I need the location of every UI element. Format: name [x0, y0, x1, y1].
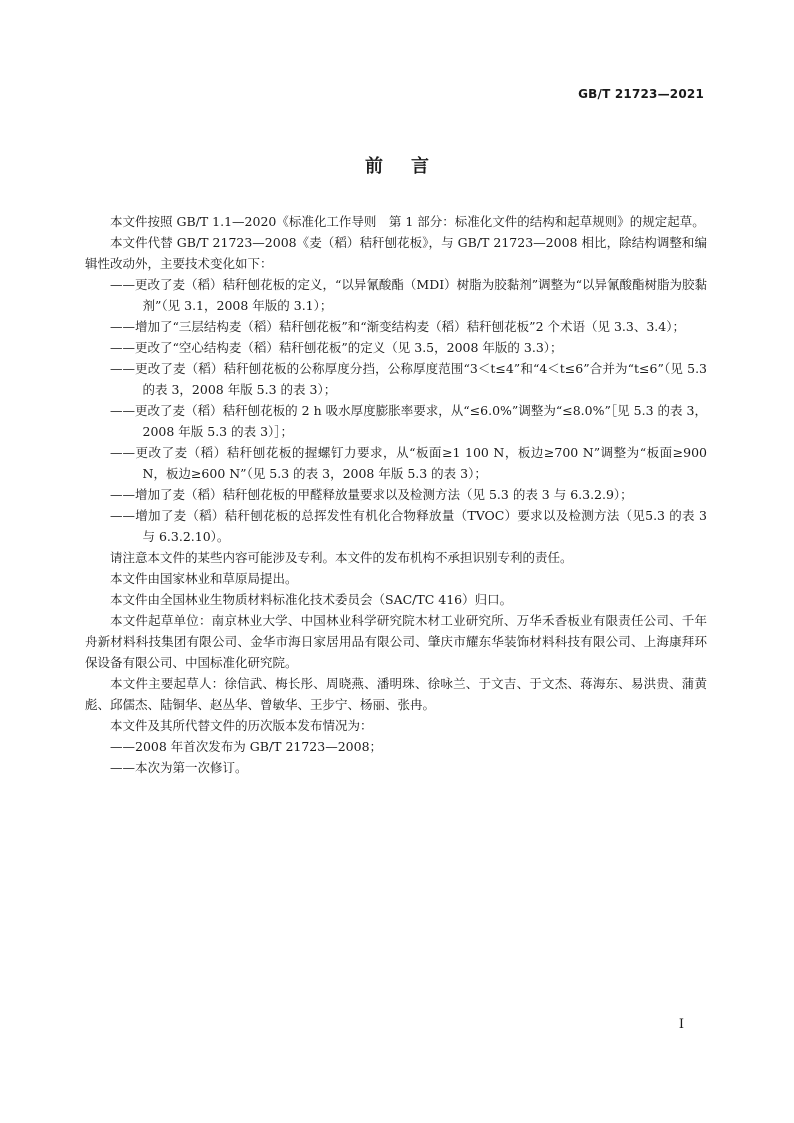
change-item: ——更改了麦（稻）秸秆刨花板的定义，“以异氰酸酯（MDI）树脂为胶黏剂”调整为“以异氰酸酯树脂为胶黏剂”（见 3.1，2008 年版的 3.1）； — [110, 277, 707, 313]
change-item: ——更改了麦（稻）秸秆刨花板的公称厚度分挡，公称厚度范围“3＜t≤4”和“4＜t≤6”合并为“t≤6”（见 5.3 的表 3，2008 年版 5.3 的表 3）； — [110, 361, 707, 397]
change-item: ——更改了麦（稻）秸秆刨花板的握螺钉力要求，从“板面≥1 100 N，板边≥700 N”调整为“板面≥900 N，板边≥600 N”（见 5.3 的表 3，2008 年版 5.3 的表 3）； — [110, 445, 707, 481]
history-intro: 本文件及其所代替文件的历次版本发布情况为： — [110, 718, 373, 733]
page-number: I — [678, 1017, 684, 1032]
drafting-units: 本文件起草单位：南京林业大学、中国林业科学研究院木材工业研究所、万华禾香板业有限责任公司、千年舟新材料科技集团有限公司、金华市海日家居用品有限公司、肇庆市耀东华装饰材料科技有限公司、上海康拜环保设备有限公司、中国标准化研究院。 — [85, 613, 707, 670]
history-item: ——本次为第一次修订。 — [110, 760, 248, 775]
proposer: 本文件由国家林业和草原局提出。 — [110, 571, 298, 586]
change-item: ——增加了“三层结构麦（稻）秸秆刨花板”和“渐变结构麦（稻）秸秆刨花板”2 个术语（见 3.3、3.4）； — [110, 319, 685, 334]
paragraph-drafting-rules: 本文件按照 GB/T 1.1—2020《标准化工作导则 第 1 部分：标准化文件的结构和起草规则》的规定起草。 — [110, 214, 705, 229]
history-item: ——2008 年首次发布为 GB/T 21723—2008； — [110, 739, 383, 754]
page-title: 前言 — [365, 156, 457, 177]
change-item: ——增加了麦（稻）秸秆刨花板的总挥发性有机化合物释放量（TVOC）要求以及检测方法（见5.3 的表 3 与 6.3.2.10）。 — [110, 508, 707, 544]
patent-notice: 请注意本文件的某些内容可能涉及专利。本文件的发布机构不承担识别专利的责任。 — [110, 550, 573, 565]
committee: 本文件由全国林业生物质材料标准化技术委员会（SAC/TC 416）归口。 — [110, 592, 513, 607]
paragraph-replacement: 本文件代替 GB/T 21723—2008《麦（稻）秸秆刨花板》，与 GB/T 21723—2008 相比，除结构调整和编辑性改动外，主要技术变化如下： — [85, 235, 707, 271]
change-item: ——更改了麦（稻）秸秆刨花板的 2 h 吸水厚度膨胀率要求，从“≤6.0%”调整为“≤8.0%”［见 5.3 的表 3，2008 年版 5.3 的表 3）］； — [110, 403, 707, 439]
change-item: ——增加了麦（稻）秸秆刨花板的甲醛释放量要求以及检测方法（见 5.3 的表 3 与 6.3.2.9）； — [110, 487, 633, 502]
document-code: GB/T 21723—2021 — [578, 87, 704, 101]
drafters: 本文件主要起草人：徐信武、梅长彤、周晓燕、潘明珠、徐咏兰、于文吉、于文杰、蒋海东、易洪贵、蒲黄彪、邱儒杰、陆铜华、赵丛华、曾敏华、王步宁、杨丽、张冉。 — [85, 676, 707, 712]
foreword-body — [85, 211, 707, 778]
change-item: ——更改了“空心结构麦（稻）秸秆刨花板”的定义（见 3.5，2008 年版的 3.3）； — [110, 340, 563, 355]
